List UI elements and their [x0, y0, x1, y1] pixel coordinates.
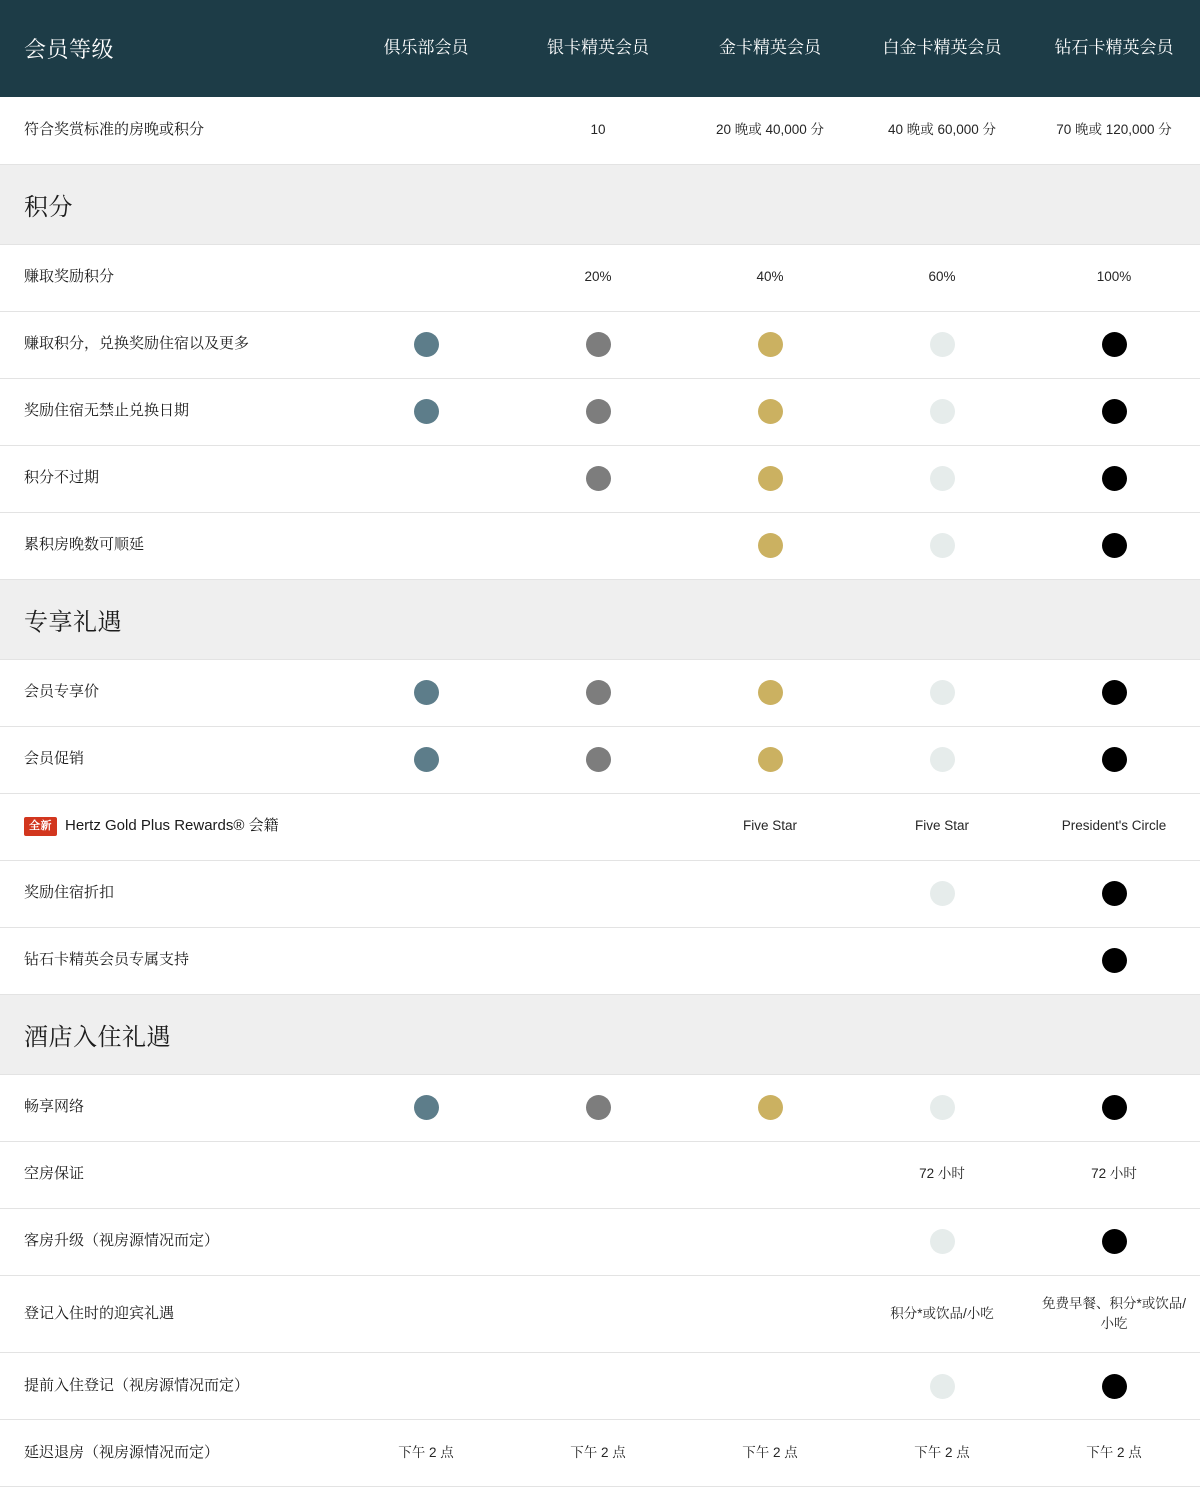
benefit-label: Hertz Gold Plus Rewards® 会籍 — [65, 817, 279, 835]
benefit-value-cell: 下午 2 点 — [340, 1420, 512, 1487]
benefit-value-cell: Five Star — [684, 793, 856, 860]
benefit-value-cell: 40 晚或 60,000 分 — [856, 97, 1028, 164]
benefit-value-cell — [340, 1074, 512, 1141]
included-dot-icon — [930, 399, 955, 424]
benefit-value-cell — [1028, 659, 1200, 726]
benefit-value-cell — [856, 1208, 1028, 1275]
benefit-value-cell — [340, 860, 512, 927]
benefit-value-cell: 72 小时 — [1028, 1141, 1200, 1208]
included-dot-icon — [586, 399, 611, 424]
included-dot-icon — [586, 747, 611, 772]
table-row — [0, 726, 1200, 793]
table-row — [0, 512, 1200, 579]
benefit-value-cell — [1028, 860, 1200, 927]
included-dot-icon — [1102, 747, 1127, 772]
benefit-value-cell — [1028, 445, 1200, 512]
included-dot-icon — [758, 747, 783, 772]
column-header-tier-platinum: 白金卡精英会员 — [856, 0, 1028, 97]
benefit-name-cell: 符合奖赏标准的房晚或积分 — [0, 97, 340, 164]
benefit-value-cell — [340, 659, 512, 726]
benefit-value-cell: 40% — [684, 244, 856, 311]
table-row — [0, 1275, 1200, 1353]
included-dot-icon — [1102, 332, 1127, 357]
benefit-value-cell — [856, 445, 1028, 512]
benefit-value-cell — [340, 311, 512, 378]
included-dot-icon — [930, 533, 955, 558]
column-header-tier-silver: 银卡精英会员 — [512, 0, 684, 97]
included-dot-icon — [1102, 399, 1127, 424]
column-header-tier-gold: 金卡精英会员 — [684, 0, 856, 97]
table-row — [0, 1353, 1200, 1420]
benefit-value-cell — [856, 1353, 1028, 1420]
included-dot-icon — [414, 399, 439, 424]
benefit-value-cell — [340, 793, 512, 860]
benefit-value-cell — [340, 97, 512, 164]
section-header-row — [0, 164, 1200, 244]
table-row — [0, 1208, 1200, 1275]
included-dot-icon — [930, 1374, 955, 1399]
table-row — [0, 244, 1200, 311]
benefit-value-cell — [512, 659, 684, 726]
included-dot-icon — [758, 466, 783, 491]
benefit-name-cell: 奖励住宿无禁止兑换日期 — [0, 378, 340, 445]
column-header-tier-club: 俱乐部会员 — [340, 0, 512, 97]
benefit-value-cell — [512, 860, 684, 927]
benefit-value-cell — [684, 726, 856, 793]
included-dot-icon — [1102, 1095, 1127, 1120]
benefit-value-cell — [512, 1208, 684, 1275]
table-body — [0, 97, 1200, 1487]
section-title: 积分 — [0, 164, 1200, 244]
benefit-value-cell — [1028, 512, 1200, 579]
benefit-value-cell — [340, 1208, 512, 1275]
table-row — [0, 378, 1200, 445]
table-header — [0, 0, 1200, 97]
benefit-value-cell: 60% — [856, 244, 1028, 311]
benefit-value-cell — [856, 1074, 1028, 1141]
table-row — [0, 860, 1200, 927]
benefit-value-cell — [1028, 726, 1200, 793]
benefit-value-cell — [856, 512, 1028, 579]
included-dot-icon — [758, 332, 783, 357]
included-dot-icon — [1102, 533, 1127, 558]
benefit-value-cell — [1028, 311, 1200, 378]
included-dot-icon — [414, 747, 439, 772]
benefit-value-cell — [512, 927, 684, 994]
benefit-value-cell — [512, 512, 684, 579]
benefit-value-cell — [684, 1275, 856, 1353]
benefit-value-cell — [684, 311, 856, 378]
benefit-name-cell: 赚取奖励积分 — [0, 244, 340, 311]
benefit-value-cell — [512, 445, 684, 512]
benefit-value-cell: 10 — [512, 97, 684, 164]
table-row — [0, 659, 1200, 726]
benefit-name-cell: 钻石卡精英会员专属支持 — [0, 927, 340, 994]
included-dot-icon — [758, 399, 783, 424]
benefit-value-cell — [684, 927, 856, 994]
included-dot-icon — [758, 533, 783, 558]
benefit-value-cell — [1028, 1208, 1200, 1275]
benefit-value-cell — [856, 860, 1028, 927]
benefit-value-cell — [340, 726, 512, 793]
included-dot-icon — [414, 332, 439, 357]
benefit-value-cell — [856, 311, 1028, 378]
benefit-value-cell — [1028, 1353, 1200, 1420]
included-dot-icon — [1102, 1374, 1127, 1399]
column-header-tier-diamond: 钻石卡精英会员 — [1028, 0, 1200, 97]
benefit-value-cell — [512, 311, 684, 378]
benefit-value-cell — [340, 378, 512, 445]
included-dot-icon — [586, 680, 611, 705]
benefit-value-cell — [856, 378, 1028, 445]
benefit-value-cell — [684, 445, 856, 512]
benefit-value-cell — [684, 378, 856, 445]
included-dot-icon — [414, 680, 439, 705]
included-dot-icon — [930, 1229, 955, 1254]
benefit-value-cell — [684, 1141, 856, 1208]
benefit-value-cell — [340, 445, 512, 512]
benefit-value-cell — [512, 793, 684, 860]
benefit-value-cell: 100% — [1028, 244, 1200, 311]
benefit-value-cell — [684, 1208, 856, 1275]
benefit-name-cell — [0, 793, 340, 860]
table-row — [0, 1141, 1200, 1208]
included-dot-icon — [758, 1095, 783, 1120]
included-dot-icon — [414, 1095, 439, 1120]
benefit-name-cell: 提前入住登记（视房源情况而定） — [0, 1353, 340, 1420]
benefit-value-cell — [340, 244, 512, 311]
benefit-name-cell: 累积房晚数可顺延 — [0, 512, 340, 579]
benefit-value-cell — [340, 1353, 512, 1420]
table-header-row — [0, 0, 1200, 97]
table-row — [0, 311, 1200, 378]
benefit-name-cell: 会员促销 — [0, 726, 340, 793]
benefit-value-cell — [684, 860, 856, 927]
table-row — [0, 927, 1200, 994]
included-dot-icon — [930, 680, 955, 705]
benefit-name-cell: 会员专享价 — [0, 659, 340, 726]
benefit-value-cell: 20 晚或 40,000 分 — [684, 97, 856, 164]
benefit-value-cell — [684, 512, 856, 579]
table-row — [0, 1074, 1200, 1141]
benefit-value-cell — [684, 659, 856, 726]
benefit-value-cell — [512, 378, 684, 445]
benefit-value-cell — [1028, 927, 1200, 994]
benefit-value-cell — [340, 1275, 512, 1353]
benefit-value-cell: Five Star — [856, 793, 1028, 860]
benefit-value-cell — [340, 927, 512, 994]
benefit-value-cell: 积分*或饮品/小吃 — [856, 1275, 1028, 1353]
included-dot-icon — [1102, 466, 1127, 491]
included-dot-icon — [930, 466, 955, 491]
benefit-name-cell: 畅享网络 — [0, 1074, 340, 1141]
benefit-name-cell: 奖励住宿折扣 — [0, 860, 340, 927]
section-title: 酒店入住礼遇 — [0, 994, 1200, 1074]
included-dot-icon — [1102, 680, 1127, 705]
included-dot-icon — [930, 747, 955, 772]
new-badge: 全新 — [24, 817, 57, 836]
benefit-name-cell: 赚取积分，兑换奖励住宿以及更多 — [0, 311, 340, 378]
benefit-value-cell — [512, 1353, 684, 1420]
benefit-value-cell — [684, 1074, 856, 1141]
benefit-value-cell — [512, 1074, 684, 1141]
section-header-row — [0, 579, 1200, 659]
included-dot-icon — [1102, 948, 1127, 973]
benefit-value-cell — [856, 659, 1028, 726]
benefit-value-cell: 下午 2 点 — [512, 1420, 684, 1487]
table-row — [0, 1420, 1200, 1487]
benefit-value-cell — [856, 726, 1028, 793]
benefit-value-cell — [340, 1141, 512, 1208]
table-row — [0, 97, 1200, 164]
benefit-value-cell: 72 小时 — [856, 1141, 1028, 1208]
section-header-row — [0, 994, 1200, 1074]
included-dot-icon — [930, 1095, 955, 1120]
benefit-value-cell — [1028, 378, 1200, 445]
benefit-value-cell — [512, 1275, 684, 1353]
benefit-name-cell: 空房保证 — [0, 1141, 340, 1208]
benefit-value-cell: 20% — [512, 244, 684, 311]
column-header-membership-level: 会员等级 — [0, 0, 340, 97]
benefit-value-cell: 免费早餐、积分*或饮品/小吃 — [1028, 1275, 1200, 1353]
benefit-name-cell: 延迟退房（视房源情况而定） — [0, 1420, 340, 1487]
included-dot-icon — [586, 1095, 611, 1120]
included-dot-icon — [586, 466, 611, 491]
benefit-value-cell — [1028, 1074, 1200, 1141]
included-dot-icon — [930, 332, 955, 357]
benefit-value-cell — [684, 1353, 856, 1420]
included-dot-icon — [930, 881, 955, 906]
benefit-value-cell — [512, 1141, 684, 1208]
benefit-value-cell: President's Circle — [1028, 793, 1200, 860]
benefit-value-cell: 下午 2 点 — [1028, 1420, 1200, 1487]
benefit-name-cell: 客房升级（视房源情况而定） — [0, 1208, 340, 1275]
benefit-value-cell — [512, 726, 684, 793]
benefit-name-cell: 积分不过期 — [0, 445, 340, 512]
included-dot-icon — [1102, 1229, 1127, 1254]
benefit-value-cell: 70 晚或 120,000 分 — [1028, 97, 1200, 164]
included-dot-icon — [758, 680, 783, 705]
table-row — [0, 793, 1200, 860]
benefit-value-cell: 下午 2 点 — [856, 1420, 1028, 1487]
benefit-value-cell: 下午 2 点 — [684, 1420, 856, 1487]
included-dot-icon — [1102, 881, 1127, 906]
included-dot-icon — [586, 332, 611, 357]
section-title: 专享礼遇 — [0, 579, 1200, 659]
benefit-value-cell — [856, 927, 1028, 994]
benefit-value-cell — [340, 512, 512, 579]
table-row — [0, 445, 1200, 512]
benefit-name-cell: 登记入住时的迎宾礼遇 — [0, 1275, 340, 1353]
